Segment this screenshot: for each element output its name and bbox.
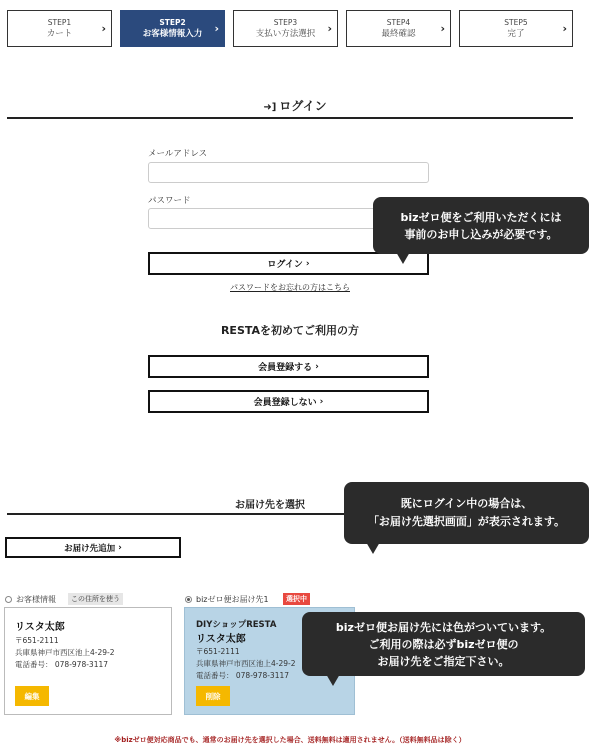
address-option-label: お客様情報 — [16, 595, 56, 604]
phone-number: 電話番号： 078-978-3117 — [196, 671, 290, 680]
step-2-number: STEP2 — [159, 18, 186, 27]
callout-biz-notice — [373, 197, 589, 254]
forgot-password-link[interactable]: パスワードをお忘れの方はこちら — [230, 283, 350, 292]
phone-number: 電話番号： 078-978-3117 — [15, 660, 109, 669]
recipient-name: リスタ太郎 — [15, 622, 65, 633]
step-3-number: STEP3 — [273, 18, 298, 27]
address-card-customer — [4, 607, 172, 715]
login-title-text: ログイン — [279, 99, 327, 113]
use-this-address-tag[interactable]: この住所を使う — [68, 593, 123, 605]
divider — [7, 117, 573, 119]
chevron-right-icon: › — [319, 396, 324, 407]
chevron-right-icon: › — [562, 22, 567, 35]
guest-button-label: 会員登録しない — [253, 398, 317, 408]
callout-tail — [366, 542, 380, 554]
step-1-label: カート — [46, 29, 73, 39]
login-icon: ➜] — [263, 102, 277, 113]
step-4-label: 最終確認 — [381, 29, 416, 39]
address-radio-customer[interactable] — [5, 596, 12, 603]
callout-color-note — [302, 612, 585, 676]
callout-line: お届け先をご指定下さい。 — [377, 654, 510, 668]
callout-line: 「お届け先選択画面」が表示されます。 — [367, 515, 566, 528]
chevron-right-icon: › — [101, 22, 106, 35]
add-delivery-address-button[interactable] — [5, 537, 181, 558]
selected-badge: 選択中 — [283, 593, 310, 605]
address-line: 兵庫県神戸市西区池上4-29-2 — [15, 648, 115, 657]
recipient-name: リスタ太郎 — [196, 634, 246, 645]
callout-line: bizゼロ便お届け先には色がついています。 — [335, 620, 552, 634]
add-delivery-label: お届け先追加 — [64, 543, 116, 554]
new-customer-heading: RESTAを初めてご利用の方 — [220, 324, 360, 337]
step-2 — [120, 10, 225, 47]
delivery-heading: お届け先を選択 — [235, 500, 305, 511]
step-1 — [7, 10, 112, 47]
email-input[interactable] — [148, 162, 429, 183]
login-button[interactable] — [148, 252, 429, 275]
chevron-right-icon: › — [327, 22, 332, 35]
callout-line: 事前のお申し込みが必要です。 — [404, 227, 558, 241]
address-option-label: bizゼロ便お届け先1 — [196, 595, 269, 604]
register-button[interactable] — [148, 355, 429, 378]
address-line: 兵庫県神戸市西区池上4-29-2 — [196, 659, 296, 668]
login-button-label: ログイン — [267, 260, 303, 270]
chevron-right-icon: › — [118, 542, 122, 553]
register-button-label: 会員登録する — [258, 363, 313, 373]
postal-code: 〒651-2111 — [196, 647, 240, 656]
step-5 — [459, 10, 573, 47]
callout-tail — [396, 252, 410, 264]
checkout-steps — [7, 10, 573, 47]
callout-tail — [326, 674, 340, 686]
callout-line: bizゼロ便をご利用いただくには — [400, 210, 562, 224]
step-5-label: 完了 — [507, 29, 525, 39]
shipping-notice: ※bizゼロ便対応商品でも、通常のお届け先を選択した場合、送料無料は適用されません。（送料無料品は除く） — [114, 736, 466, 744]
delete-button[interactable]: 削除 — [196, 686, 230, 706]
email-label: メールアドレス — [148, 149, 208, 159]
step-2-label: お客様情報入力 — [142, 29, 203, 39]
step-1-number: STEP1 — [47, 18, 72, 27]
callout-logged-in — [344, 482, 589, 544]
step-4-number: STEP4 — [386, 18, 411, 27]
login-heading — [0, 97, 590, 114]
callout-line: 既にログイン中の場合は、 — [400, 497, 533, 510]
callout-line: ご利用の際は必ずbizゼロ便の — [368, 637, 519, 651]
company-name: DIYショップRESTA — [196, 620, 277, 630]
postal-code: 〒651-2111 — [15, 636, 59, 645]
password-label: パスワード — [148, 196, 191, 206]
chevron-right-icon: › — [305, 258, 310, 269]
step-3-label: 支払い方法選択 — [255, 29, 316, 39]
chevron-right-icon: › — [315, 361, 319, 372]
step-5-number: STEP5 — [504, 18, 528, 27]
step-3 — [233, 10, 338, 47]
step-4 — [346, 10, 451, 47]
chevron-right-icon: › — [440, 22, 445, 35]
address-radio-biz[interactable] — [185, 596, 192, 603]
chevron-right-icon: › — [214, 22, 219, 35]
guest-checkout-button[interactable] — [148, 390, 429, 413]
edit-button[interactable]: 編集 — [15, 686, 49, 706]
